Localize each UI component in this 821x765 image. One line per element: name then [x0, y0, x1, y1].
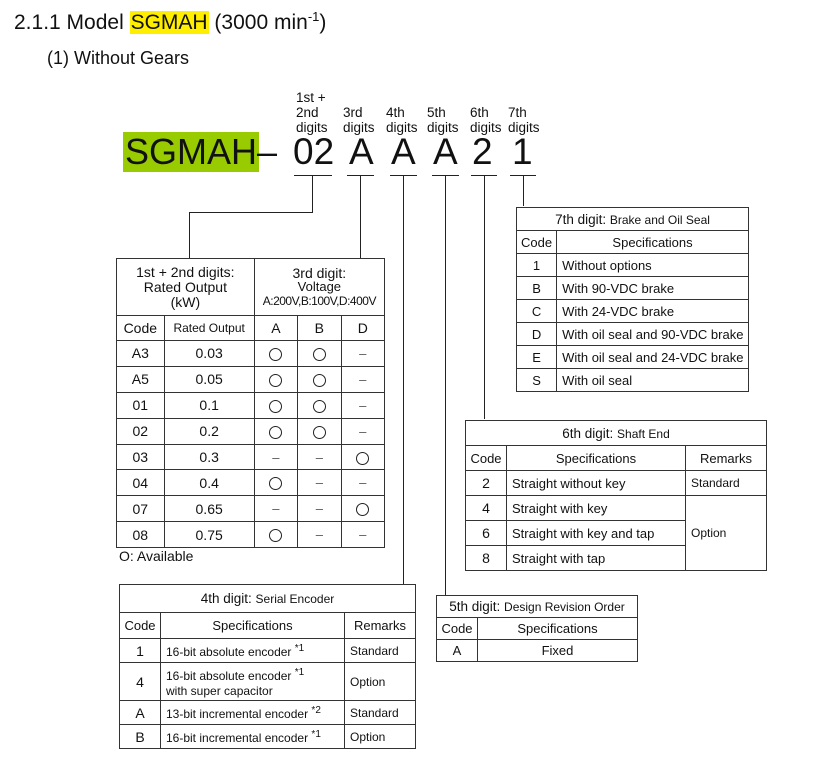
connector-line — [312, 175, 313, 213]
available-circle-icon — [313, 400, 326, 413]
availability-cell — [298, 522, 341, 548]
model-name: SGMAH — [125, 131, 258, 172]
table-row — [117, 392, 385, 418]
footnote-marker: *1 — [311, 729, 321, 740]
spec-cell: With oil seal and 90-VDC brake — [557, 323, 749, 346]
connector-line — [189, 212, 190, 258]
model-dash: – — [257, 131, 278, 172]
code-cell: C — [517, 300, 557, 323]
available-circle-icon — [269, 374, 282, 387]
availability-cell — [254, 341, 297, 367]
availability-cell — [298, 418, 341, 444]
remark-cell: Standard — [345, 701, 416, 725]
fifth-digit-table — [436, 595, 638, 662]
col-remarks: Remarks — [345, 613, 416, 639]
code-cell: 03 — [117, 444, 165, 470]
not-available-dash: – — [272, 501, 280, 517]
rated-output-cell: 0.75 — [164, 522, 254, 548]
spec-cell: Straight without key — [507, 471, 686, 496]
digit-label-6th: 6th digits — [470, 105, 502, 135]
availability-cell — [298, 444, 341, 470]
col-code: Code — [517, 231, 557, 254]
rated-output-cell: 0.1 — [164, 392, 254, 418]
not-available-dash: – — [315, 501, 323, 517]
section-heading: 2.1.1 Model SGMAH (3000 $\min^{-1}$) — [14, 9, 327, 34]
connector-line — [403, 175, 404, 584]
spec-text-line2: with super capacitor — [166, 683, 273, 698]
rated-output-cell: 0.4 — [164, 470, 254, 496]
rated-output-cell: 0.2 — [164, 418, 254, 444]
spec-text: 13-bit incremental encoder — [166, 707, 312, 721]
availability-note: O: Available — [119, 548, 194, 564]
col-specifications: Specifications — [557, 231, 749, 254]
not-available-dash: – — [359, 397, 367, 413]
availability-cell — [298, 496, 341, 522]
availability-cell — [254, 522, 297, 548]
table-row — [517, 369, 749, 392]
code-cell: 04 — [117, 470, 165, 496]
spec-cell: Fixed — [478, 640, 638, 662]
table-row — [517, 277, 749, 300]
spec-cell — [161, 701, 345, 725]
availability-cell — [341, 341, 384, 367]
availability-cell — [341, 496, 384, 522]
availability-cell — [341, 522, 384, 548]
table-row — [517, 323, 749, 346]
table-row — [517, 300, 749, 323]
code-cell: 4 — [120, 663, 161, 701]
digit-label-3rd: 3rd digits — [343, 105, 375, 135]
col-rated-output: Rated Output — [164, 316, 254, 341]
subsection-heading: (1) Without Gears — [47, 48, 190, 68]
spec-cell: Straight with tap — [507, 546, 686, 571]
table-row — [117, 418, 385, 444]
connector-line — [189, 212, 313, 213]
connector-line — [484, 175, 485, 419]
rated-output-cell: 0.65 — [164, 496, 254, 522]
table-row — [466, 496, 767, 521]
not-available-dash: – — [359, 527, 367, 543]
spec-cell: With 24-VDC brake — [557, 300, 749, 323]
remark-cell: Option — [345, 663, 416, 701]
not-available-dash: – — [359, 475, 367, 491]
code-cell: 1 — [517, 254, 557, 277]
footnote-marker: *1 — [294, 643, 305, 654]
code-cell: B — [120, 725, 161, 749]
sixth-digit-title: 6th digit: Shaft End — [466, 421, 767, 446]
digit-label-4th: 4th digits — [386, 105, 418, 135]
available-circle-icon — [269, 348, 282, 361]
spec-cell: Straight with key — [507, 496, 686, 521]
code-cell: 8 — [466, 546, 507, 571]
availability-cell — [254, 392, 297, 418]
model-highlight: SGMAH — [130, 11, 208, 34]
code-cell: 08 — [117, 522, 165, 548]
table-row — [117, 496, 385, 522]
available-circle-icon — [313, 426, 326, 439]
rated-output-table — [116, 258, 385, 548]
footnote-marker: *2 — [311, 705, 321, 716]
col-code: Code — [466, 446, 507, 471]
col-specifications: Specifications — [161, 613, 345, 639]
availability-cell — [341, 366, 384, 392]
not-available-dash: – — [272, 449, 280, 465]
availability-cell — [254, 470, 297, 496]
table-row — [120, 701, 416, 725]
code-cell: A3 — [117, 341, 165, 367]
col-code: Code — [117, 316, 165, 341]
code-cell: B — [517, 277, 557, 300]
availability-cell — [298, 366, 341, 392]
code-cell: 02 — [117, 418, 165, 444]
code-cell: 07 — [117, 496, 165, 522]
table-row — [437, 640, 638, 662]
digit-label-1st-2nd: 1st + 2nd digits — [296, 90, 328, 135]
code-cell: E — [517, 346, 557, 369]
code-cell: A5 — [117, 366, 165, 392]
available-circle-icon — [269, 400, 282, 413]
remark-cell: Option — [686, 496, 767, 571]
voltage-header: 3rd digit: Voltage A:200V,B:100V,D:400V — [254, 259, 384, 316]
code-cell: A — [437, 640, 478, 662]
col-code: Code — [120, 613, 161, 639]
code-cell: 6 — [466, 521, 507, 546]
footnote-marker: *1 — [294, 666, 305, 678]
table-row — [117, 366, 385, 392]
digit-label-5th: 5th digits — [427, 105, 459, 135]
availability-cell — [341, 444, 384, 470]
col-specifications: Specifications — [478, 618, 638, 640]
table-row — [120, 639, 416, 663]
spec-cell: With oil seal and 24-VDC brake — [557, 346, 749, 369]
connector-line — [523, 175, 524, 206]
available-circle-icon — [269, 477, 282, 490]
available-circle-icon — [356, 452, 369, 465]
col-code: Code — [437, 618, 478, 640]
spec-text: 16-bit incremental encoder — [166, 731, 312, 745]
table-row — [466, 471, 767, 496]
availability-cell — [341, 392, 384, 418]
spec-cell — [161, 663, 345, 701]
not-available-dash: – — [359, 345, 367, 361]
availability-cell — [341, 470, 384, 496]
col-d: D — [341, 316, 384, 341]
table-row — [120, 663, 416, 701]
table-row — [120, 725, 416, 749]
digit-3rd: A — [349, 131, 374, 172]
table-row — [117, 522, 385, 548]
availability-cell — [254, 496, 297, 522]
connector-line — [445, 175, 446, 595]
spec-cell — [161, 639, 345, 663]
code-cell: A — [120, 701, 161, 725]
spec-cell — [161, 725, 345, 749]
underline-1st-2nd — [294, 175, 332, 176]
availability-cell — [254, 444, 297, 470]
col-a: A — [254, 316, 297, 341]
digit-5th: A — [433, 131, 458, 172]
availability-cell — [298, 470, 341, 496]
availability-cell — [254, 366, 297, 392]
seventh-digit-title: 7th digit: Brake and Oil Seal — [517, 208, 749, 231]
rated-output-cell: 0.03 — [164, 341, 254, 367]
code-cell: 01 — [117, 392, 165, 418]
digit-4th: A — [391, 131, 416, 172]
available-circle-icon — [313, 348, 326, 361]
not-available-dash: – — [315, 527, 323, 543]
sixth-digit-table — [465, 420, 767, 571]
table-row — [117, 444, 385, 470]
col-b: B — [298, 316, 341, 341]
col-remarks: Remarks — [686, 446, 767, 471]
col-specifications: Specifications — [507, 446, 686, 471]
code-cell: 2 — [466, 471, 507, 496]
table-row — [517, 254, 749, 277]
spec-cell: Without options — [557, 254, 749, 277]
not-available-dash: – — [315, 475, 323, 491]
table-row — [117, 341, 385, 367]
code-cell: 1 — [120, 639, 161, 663]
digit-1st-2nd: 02 — [293, 131, 335, 172]
digit-6th: 2 — [472, 131, 493, 172]
not-available-dash: – — [315, 449, 323, 465]
digit-7th: 1 — [512, 131, 533, 172]
remark-cell: Option — [345, 725, 416, 749]
fourth-digit-title: 4th digit: Serial Encoder — [120, 585, 416, 613]
available-circle-icon — [356, 503, 369, 516]
remark-cell: Standard — [345, 639, 416, 663]
code-cell: S — [517, 369, 557, 392]
code-cell: D — [517, 323, 557, 346]
code-cell: 4 — [466, 496, 507, 521]
not-available-dash: – — [359, 371, 367, 387]
availability-cell — [298, 341, 341, 367]
connector-line — [360, 175, 361, 258]
rated-output-cell: 0.3 — [164, 444, 254, 470]
spec-text: 16-bit absolute encoder — [166, 645, 295, 659]
digit-label-7th: 7th digits — [508, 105, 540, 135]
rated-output-header: 1st + 2nd digits: Rated Output (kW) — [117, 259, 255, 316]
spec-cell: With oil seal — [557, 369, 749, 392]
available-circle-icon — [313, 374, 326, 387]
fourth-digit-table — [119, 584, 416, 749]
availability-cell — [341, 418, 384, 444]
table-row — [117, 470, 385, 496]
spec-cell: With 90-VDC brake — [557, 277, 749, 300]
remark-cell: Standard — [686, 471, 767, 496]
spec-text: 16-bit absolute encoder — [166, 668, 295, 683]
fifth-digit-title: 5th digit: Design Revision Order — [437, 596, 638, 618]
rated-output-cell: 0.05 — [164, 366, 254, 392]
table-row — [517, 346, 749, 369]
not-available-dash: – — [359, 423, 367, 439]
available-circle-icon — [269, 426, 282, 439]
availability-cell — [298, 392, 341, 418]
spec-cell: Straight with key and tap — [507, 521, 686, 546]
seventh-digit-table — [516, 207, 749, 392]
availability-cell — [254, 418, 297, 444]
available-circle-icon — [269, 529, 282, 542]
